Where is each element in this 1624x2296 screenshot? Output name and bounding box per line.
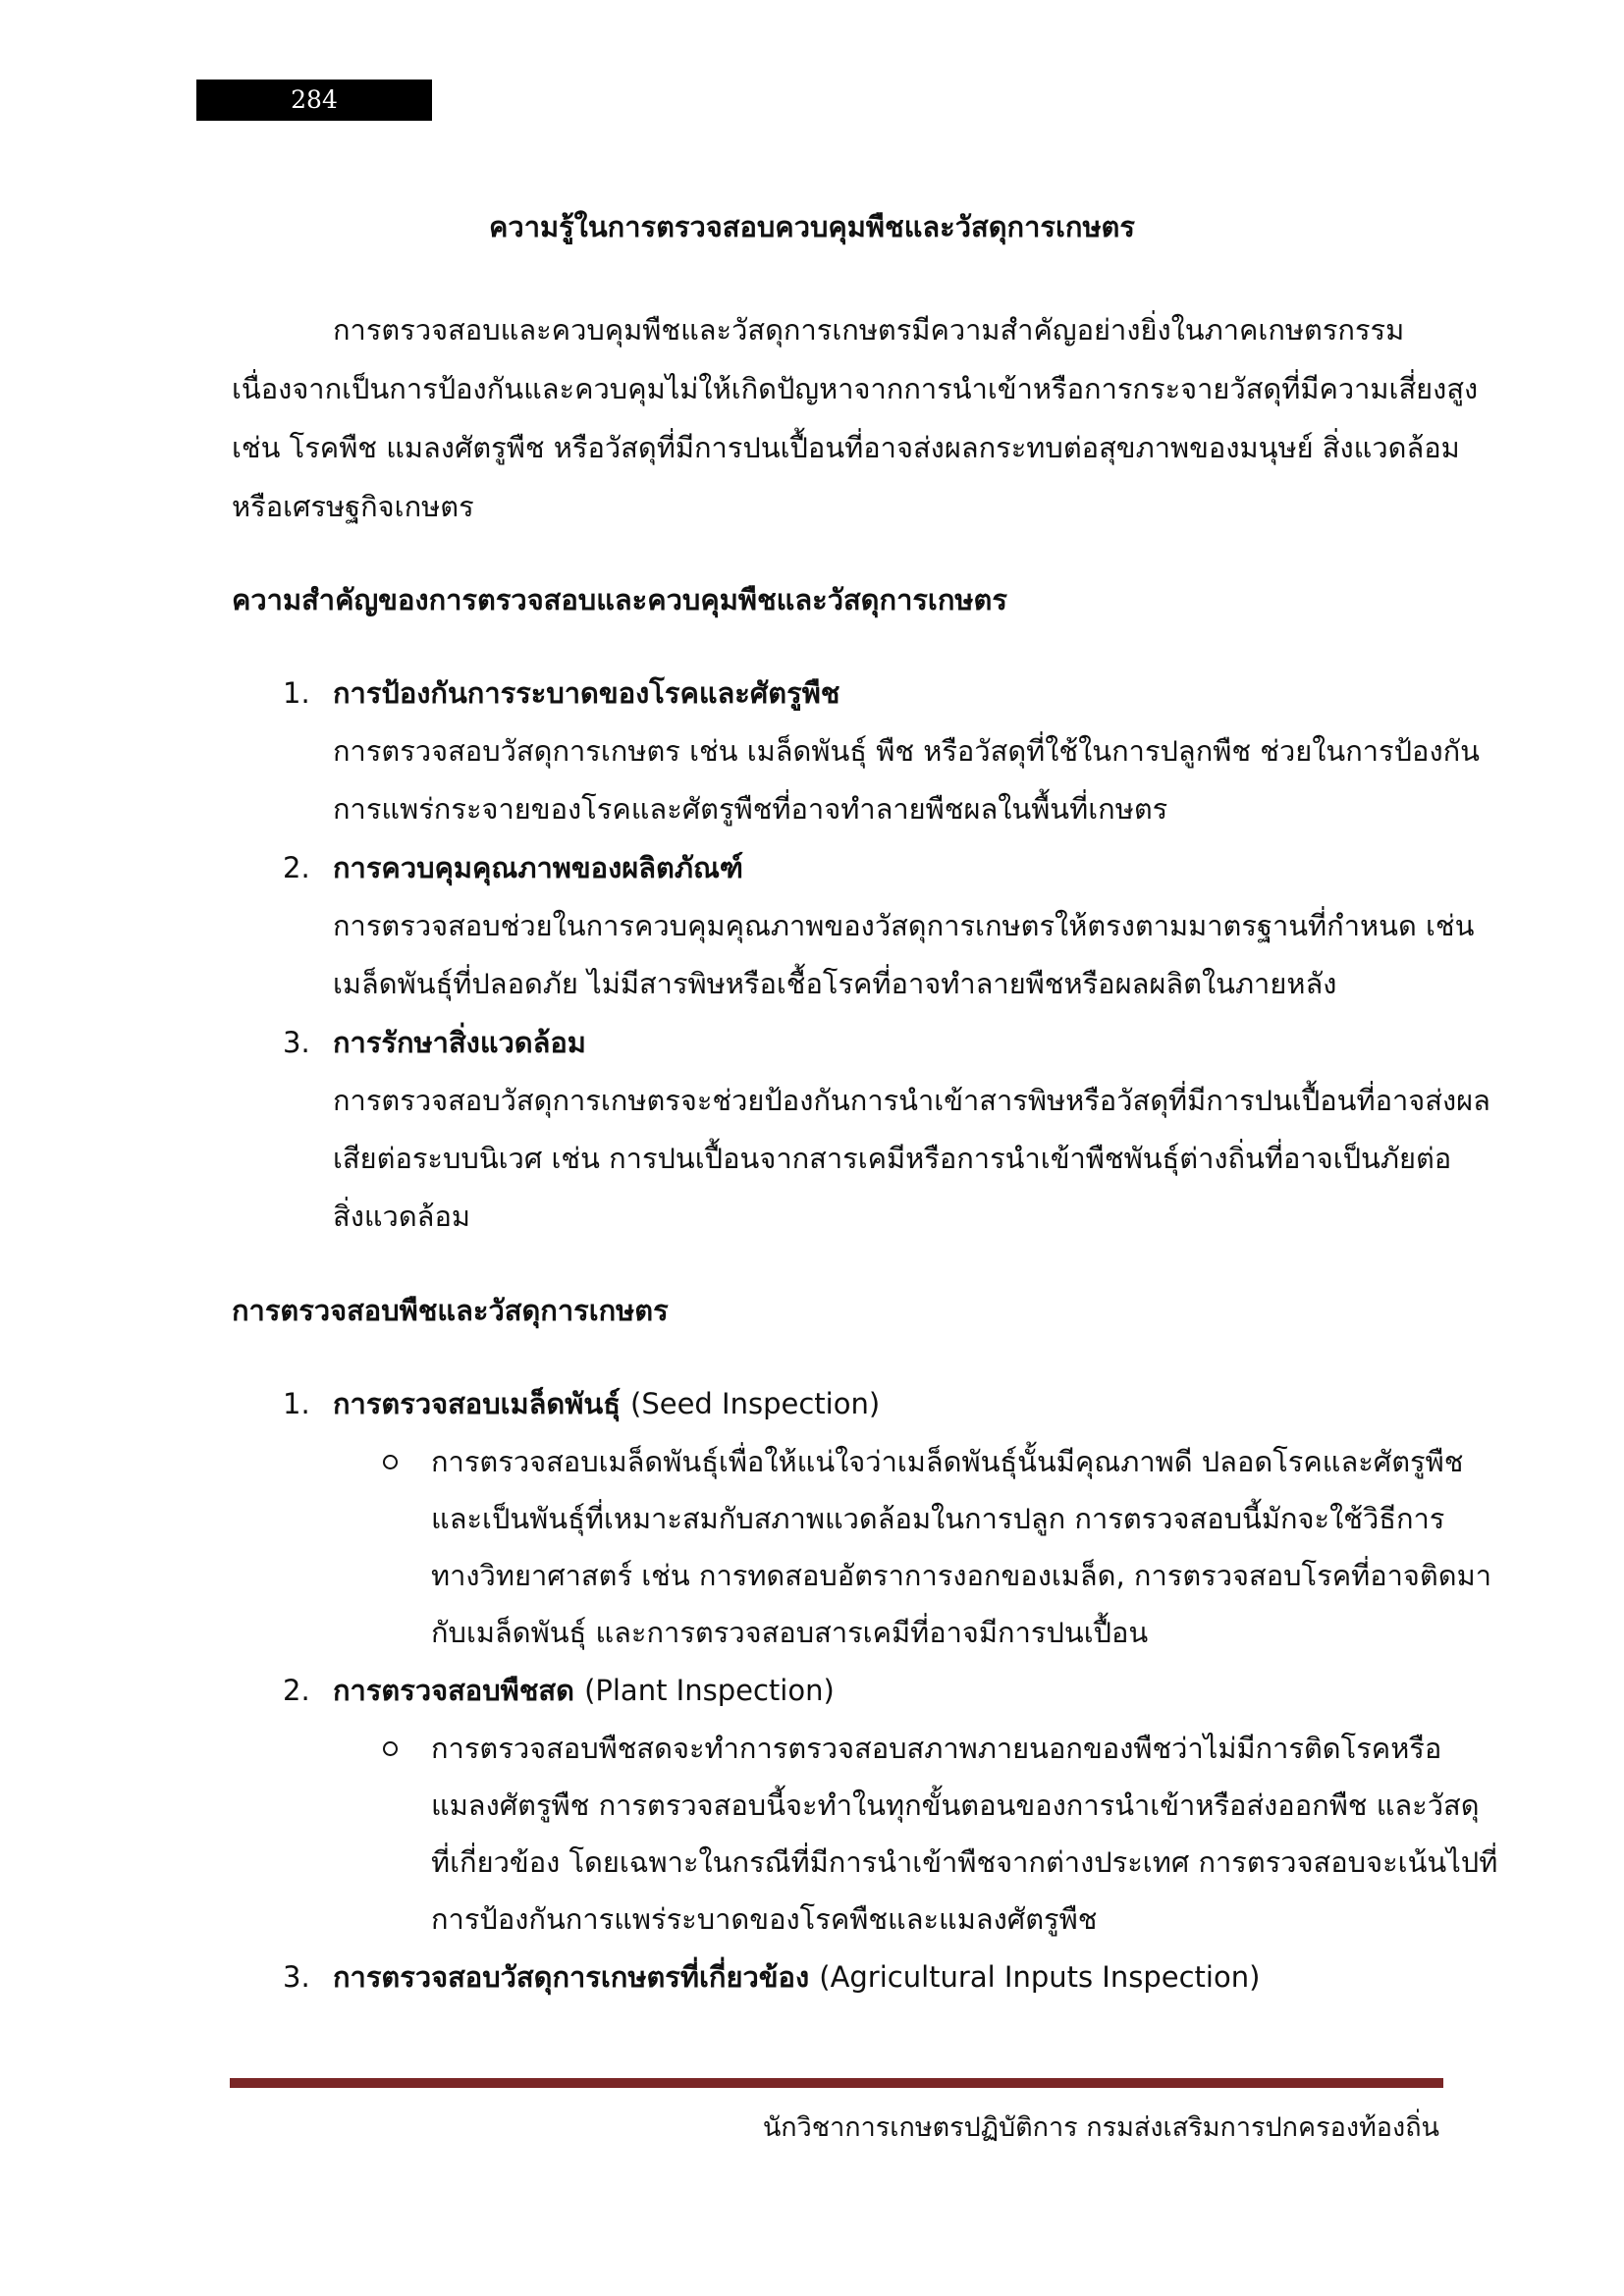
document-title: ความรู้ในการตรวจสอบควบคุมพืชและวัสดุการเกษตร bbox=[489, 210, 1135, 243]
list-item bbox=[0, 1661, 1624, 1948]
description-line: การตรวจสอบวัสดุการเกษตรจะช่วยป้องกันการนำเข้าสารพิษหรือวัสดุที่มีการปนเปื้อนที่อาจส่งผล bbox=[333, 1084, 1490, 1117]
description-line: เสียต่อระบบนิเวศ เช่น การปนเปื้อนจากสารเคมีหรือการนำเข้าพืชพันธุ์ต่างถิ่นที่อาจเป็นภัยต่อ bbox=[333, 1142, 1452, 1175]
list-item bbox=[0, 1013, 1624, 1246]
item-number: 1. bbox=[283, 676, 310, 710]
footer-divider bbox=[230, 2078, 1443, 2088]
item-title-en: (Seed Inspection) bbox=[630, 1387, 881, 1420]
bullet-line: การตรวจสอบเมล็ดพันธุ์เพื่อให้แน่ใจว่าเมล็ดพันธุ์นั้นมีคุณภาพดี ปลอดโรคและศัตรูพืช bbox=[431, 1445, 1464, 1478]
list-item bbox=[0, 838, 1624, 1013]
item-title-th: การตรวจสอบพืชสด bbox=[333, 1674, 574, 1707]
intro-line: การตรวจสอบและควบคุมพืชและวัสดุการเกษตรมีความสำคัญอย่างยิ่งในภาคเกษตรกรรม bbox=[333, 313, 1405, 347]
item-number: 3. bbox=[283, 1960, 310, 1994]
item-title: การควบคุมคุณภาพของผลิตภัณฑ์ bbox=[333, 851, 743, 884]
importance-list bbox=[0, 664, 1624, 1246]
item-number: 1. bbox=[283, 1387, 310, 1420]
intro-line: เนื่องจากเป็นการป้องกันและควบคุมไม่ให้เกิดปัญหาจากการนำเข้าหรือการกระจายวัสดุที่มีความเสี่ยงสูง bbox=[232, 372, 1479, 405]
item-description bbox=[0, 722, 1624, 838]
item-title bbox=[333, 1661, 835, 1720]
intro-line: เช่น โรคพืช แมลงศัตรูพืช หรือวัสดุที่มีการปนเปื้อนที่อาจส่งผลกระทบต่อสุขภาพของมนุษย์ สิ่งแวดล้อม bbox=[232, 431, 1460, 464]
footer-text: นักวิชาการเกษตรปฏิบัติการ กรมส่งเสริมการปกครองท้องถิ่น bbox=[762, 2112, 1439, 2143]
hollow-circle-bullet-icon bbox=[383, 1455, 398, 1469]
bullet-line: แมลงศัตรูพืช การตรวจสอบนี้จะทำในทุกขั้นตอนของการนำเข้าหรือส่งออกพืช และวัสดุ bbox=[431, 1789, 1480, 1822]
item-title-th: การตรวจสอบเมล็ดพันธุ์ bbox=[333, 1387, 621, 1420]
bullet-line: และเป็นพันธุ์ที่เหมาะสมกับสภาพแวดล้อมในการปลูก การตรวจสอบนี้มักจะใช้วิธีการ bbox=[431, 1502, 1445, 1535]
hollow-circle-bullet-icon bbox=[383, 1741, 398, 1756]
list-item bbox=[0, 664, 1624, 838]
bullet-line: การป้องกันการแพร่ระบาดของโรคพืชและแมลงศัตรูพืช bbox=[431, 1902, 1098, 1936]
item-title-en: (Agricultural Inputs Inspection) bbox=[819, 1960, 1261, 1994]
item-title: การป้องกันการระบาดของโรคและศัตรูพืช bbox=[333, 676, 840, 710]
bullet-line: กับเมล็ดพันธุ์ และการตรวจสอบสารเคมีที่อาจมีการปนเปื้อน bbox=[431, 1616, 1149, 1649]
bullet-paragraph bbox=[0, 1433, 1624, 1661]
item-title bbox=[333, 1948, 1260, 2006]
item-description bbox=[0, 1072, 1624, 1246]
intro-line: หรือเศรษฐกิจเกษตร bbox=[232, 490, 474, 523]
list-item bbox=[0, 1374, 1624, 1661]
item-title bbox=[333, 1374, 880, 1433]
item-description bbox=[0, 897, 1624, 1013]
page-number: 284 bbox=[196, 80, 432, 121]
inspection-list bbox=[0, 1374, 1624, 2006]
intro-paragraph bbox=[232, 300, 1479, 536]
bullet-paragraph bbox=[0, 1720, 1624, 1948]
item-title-th: การตรวจสอบวัสดุการเกษตรที่เกี่ยวข้อง bbox=[333, 1960, 810, 1994]
item-title: การรักษาสิ่งแวดล้อม bbox=[333, 1026, 586, 1059]
section-heading-importance: ความสำคัญของการตรวจสอบและควบคุมพืชและวัสดุการเกษตร bbox=[232, 583, 1007, 616]
description-line: สิ่งแวดล้อม bbox=[333, 1200, 470, 1233]
section-heading-inspection: การตรวจสอบพืชและวัสดุการเกษตร bbox=[232, 1294, 669, 1327]
bullet-line: การตรวจสอบพืชสดจะทำการตรวจสอบสภาพภายนอกของพืชว่าไม่มีการติดโรคหรือ bbox=[431, 1732, 1442, 1765]
description-line: การตรวจสอบวัสดุการเกษตร เช่น เมล็ดพันธุ์ พืช หรือวัสดุที่ใช้ในการปลูกพืช ช่วยในการป้องกัน bbox=[333, 734, 1481, 768]
description-line: การแพร่กระจายของโรคและศัตรูพืชที่อาจทำลายพืชผลในพื้นที่เกษตร bbox=[333, 792, 1168, 826]
bullet-line: ทางวิทยาศาสตร์ เช่น การทดสอบอัตราการงอกของเมล็ด, การตรวจสอบโรคที่อาจติดมา bbox=[431, 1559, 1491, 1592]
description-line: การตรวจสอบช่วยในการควบคุมคุณภาพของวัสดุการเกษตรให้ตรงตามมาตรฐานที่กำหนด เช่น bbox=[333, 909, 1475, 942]
item-title-en: (Plant Inspection) bbox=[584, 1674, 835, 1707]
bullet-line: ที่เกี่ยวข้อง โดยเฉพาะในกรณีที่มีการนำเข้าพืชจากต่างประเทศ การตรวจสอบจะเน้นไปที่ bbox=[431, 1845, 1498, 1879]
item-number: 2. bbox=[283, 851, 310, 884]
item-number: 2. bbox=[283, 1674, 310, 1707]
item-number: 3. bbox=[283, 1026, 310, 1059]
list-item bbox=[0, 1948, 1624, 2006]
description-line: เมล็ดพันธุ์ที่ปลอดภัย ไม่มีสารพิษหรือเชื้อโรคที่อาจทำลายพืชหรือผลผลิตในภายหลัง bbox=[333, 967, 1337, 1000]
